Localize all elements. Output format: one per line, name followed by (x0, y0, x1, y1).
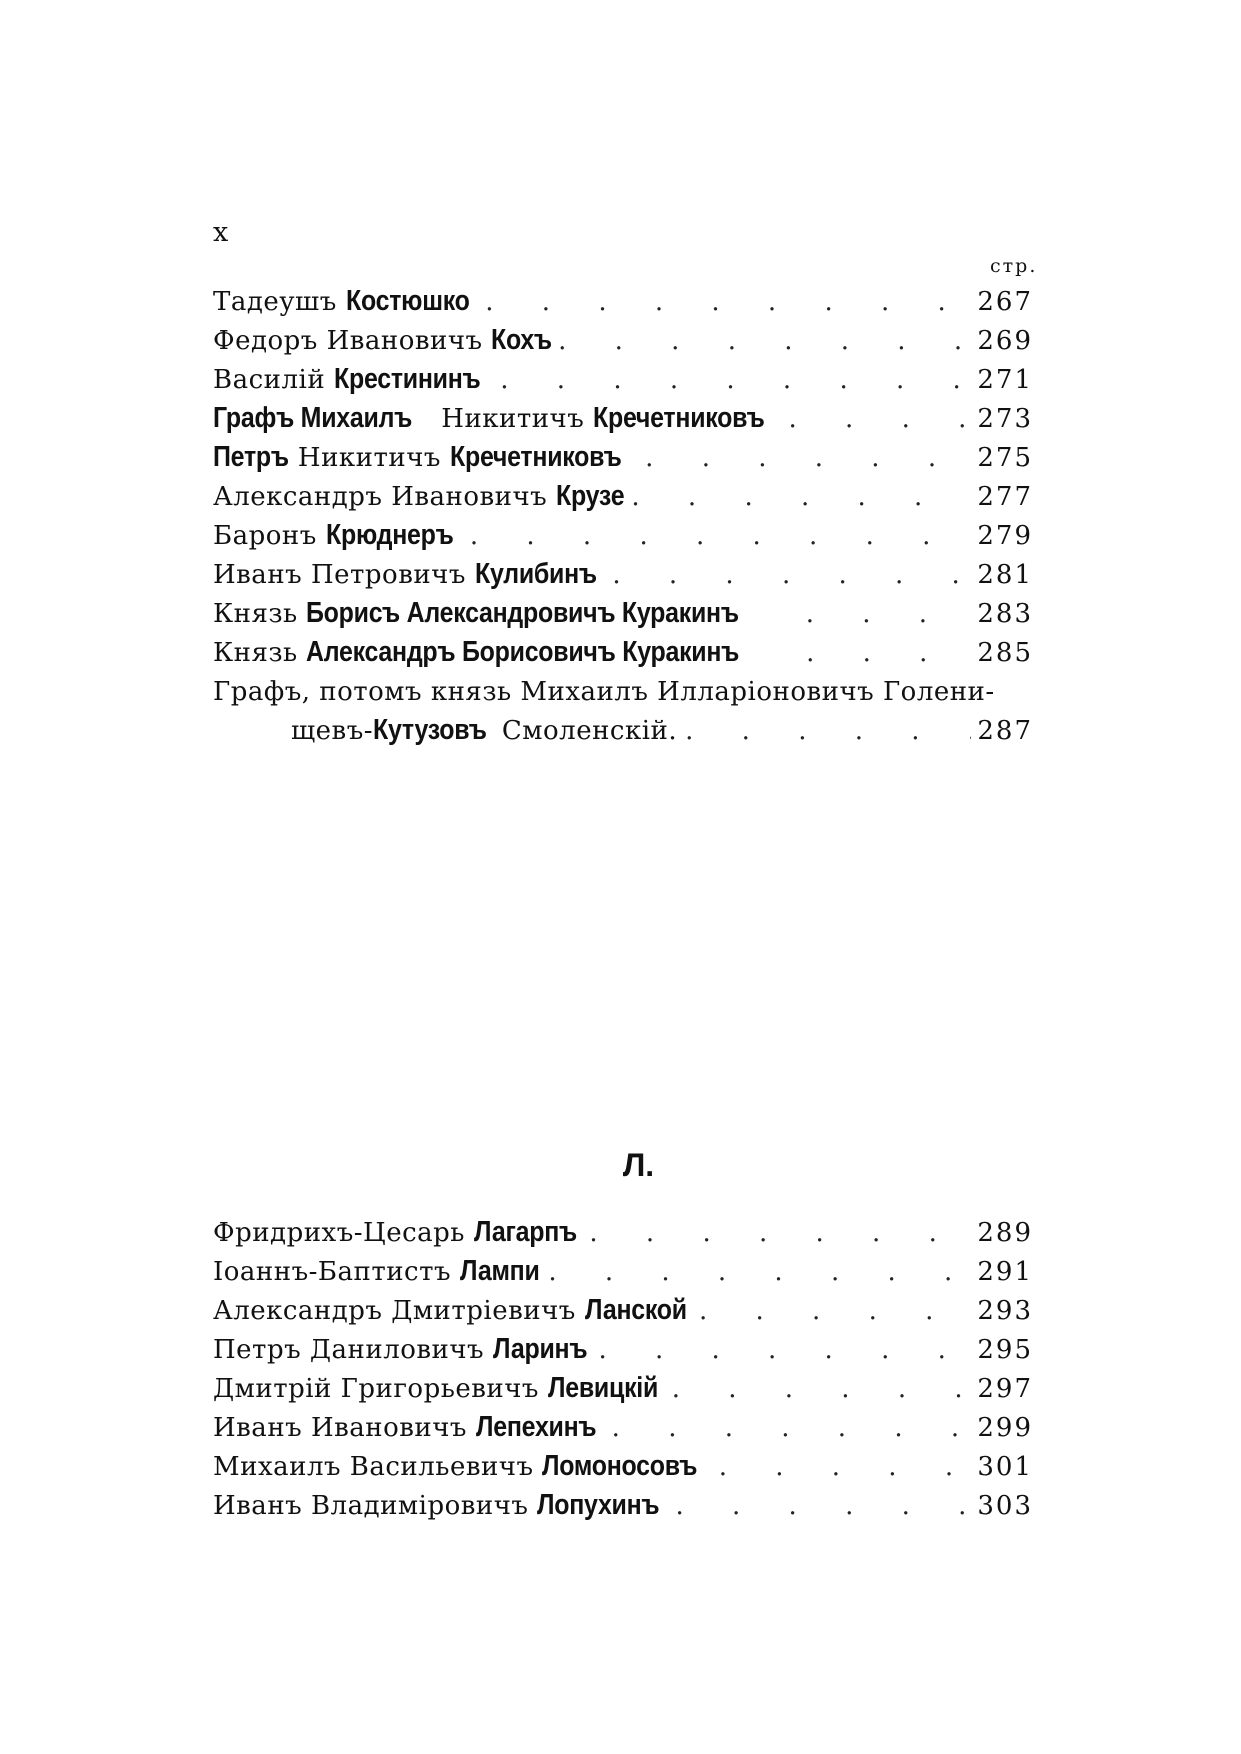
entry-page: 303 (977, 1491, 1033, 1521)
entry-page: 283 (977, 599, 1033, 629)
dot-leader (462, 517, 971, 556)
entry-given-name: Фридрихъ-Цесарь (213, 1218, 474, 1248)
dot-leader (604, 1409, 971, 1448)
entry-surname: Крюднеръ (325, 519, 454, 551)
section-heading-l: Л. (622, 1147, 655, 1183)
toc-entry (213, 361, 1033, 400)
toc-entry (213, 1331, 1033, 1370)
entry-suffix: Смоленскій. (493, 716, 678, 746)
entry-given-name: Василій (213, 365, 334, 395)
dot-leader (581, 1214, 971, 1253)
entry-surname: Кречетниковъ (593, 402, 765, 434)
toc-entry (213, 595, 1033, 634)
entry-given-name: Александръ Дмитріевичъ (213, 1296, 585, 1326)
entry-surname: Борисъ Александровичъ Куракинъ (306, 597, 740, 629)
toc-entry (213, 322, 1033, 361)
entry-page: 267 (977, 287, 1033, 317)
dot-leader (492, 361, 971, 400)
entry-text-line1: Графъ, потомъ князь Михаилъ Илларіоновичъ Голени- (213, 677, 995, 707)
entry-surname: Кулибинъ (474, 558, 597, 590)
entry-given-name: Иванъ Владиміровичъ (213, 1491, 538, 1521)
toc-entry (213, 517, 1033, 556)
entry-surname: Крестининъ (333, 363, 481, 395)
entry-page: 291 (977, 1257, 1033, 1287)
entry-surname: Ломоносовъ (542, 1450, 698, 1482)
entry-page: 273 (977, 404, 1033, 434)
entry-page: 281 (977, 560, 1033, 590)
entry-patronymic: Никитичъ (289, 443, 450, 473)
dot-leader (711, 1448, 971, 1487)
entry-surname: Костюшко (345, 285, 470, 317)
entry-page: 285 (977, 638, 1033, 668)
toc-section-k (213, 283, 1033, 751)
dot-leader (637, 439, 971, 478)
toc-entry (213, 439, 1033, 478)
dot-leader (604, 556, 971, 595)
entry-surname: Кречетниковъ (449, 441, 622, 473)
entry-title-name: Петръ (213, 441, 289, 473)
entry-surname: Лампи (459, 1255, 540, 1287)
dot-leader (623, 478, 971, 517)
dot-leader (798, 595, 971, 634)
dot-leader (540, 1253, 971, 1292)
entry-surname: Крузе (555, 480, 625, 512)
entry-given-name: Федоръ Ивановичъ (213, 326, 492, 356)
entry-surname: Лопухинъ (537, 1489, 660, 1521)
toc-entry (213, 1409, 1033, 1448)
entry-page: 271 (977, 365, 1033, 395)
entry-page: 289 (977, 1218, 1033, 1248)
page-number: x (213, 217, 229, 248)
toc-entry (213, 1370, 1033, 1409)
entry-prefix: щевъ- (291, 716, 374, 746)
entry-page: 279 (977, 521, 1033, 551)
toc-entry (213, 1487, 1033, 1526)
entry-page: 269 (977, 326, 1033, 356)
dot-leader (664, 1370, 971, 1409)
entry-given-name: Петръ Даниловичъ (213, 1335, 493, 1365)
toc-entry (213, 1292, 1033, 1331)
toc-entry (213, 478, 1033, 517)
entry-given-name: Баронъ (213, 521, 326, 551)
toc-entry (213, 634, 1033, 673)
entry-page: 293 (977, 1296, 1033, 1326)
entry-surname: Александръ Борисовичъ Куракинъ (306, 636, 740, 668)
dot-leader (668, 1487, 972, 1526)
entry-given-name: Іоаннъ-Баптистъ (213, 1257, 460, 1287)
entry-title-name: Графъ Михаилъ (213, 402, 413, 434)
entry-surname: Ларинъ (492, 1333, 588, 1365)
toc-entry-multiline-second (213, 712, 1033, 751)
toc-entry (213, 400, 1033, 439)
entry-page: 299 (977, 1413, 1033, 1443)
toc-entry (213, 1448, 1033, 1487)
toc-entry (213, 1253, 1033, 1292)
toc-entry-multiline-first (213, 673, 1033, 712)
entry-page: 287 (977, 716, 1033, 746)
entry-given-name: Дмитрій Григорьевичъ (213, 1374, 548, 1404)
entry-given-name: Князь (213, 599, 307, 629)
entry-page: 297 (977, 1374, 1033, 1404)
dot-leader (550, 322, 971, 361)
entry-page: 275 (977, 443, 1033, 473)
dot-leader (781, 400, 971, 439)
toc-entry (213, 556, 1033, 595)
dot-leader (477, 283, 971, 322)
entry-surname: Кутузовъ (373, 714, 487, 746)
entry-surname: Кохъ (491, 324, 553, 356)
page-column-header: стр. (990, 255, 1038, 277)
entry-page: 301 (977, 1452, 1033, 1482)
entry-surname: Левицкій (547, 1372, 658, 1404)
dot-leader (798, 634, 971, 673)
entry-surname: Ланской (584, 1294, 687, 1326)
entry-given-name: Иванъ Петровичъ (213, 560, 475, 590)
entry-page: 295 (977, 1335, 1033, 1365)
toc-entry (213, 1214, 1033, 1253)
entry-surname: Лепехинъ (475, 1411, 597, 1443)
entry-given-name: Александръ Ивановичъ (213, 482, 556, 512)
dot-leader (590, 1331, 971, 1370)
toc-section-l (213, 1214, 1033, 1526)
entry-given-name: Михаилъ Васильевичъ (213, 1452, 543, 1482)
toc-entry (213, 283, 1033, 322)
entry-given-name: Князь (213, 638, 307, 668)
entry-surname: Лагарпъ (473, 1216, 577, 1248)
entry-patronymic: Никитичъ (432, 404, 594, 434)
dot-leader (691, 1292, 971, 1331)
dot-leader (677, 712, 971, 751)
entry-page: 277 (977, 482, 1033, 512)
entry-given-name: Тадеушъ (213, 287, 346, 317)
entry-given-name: Иванъ Ивановичъ (213, 1413, 476, 1443)
